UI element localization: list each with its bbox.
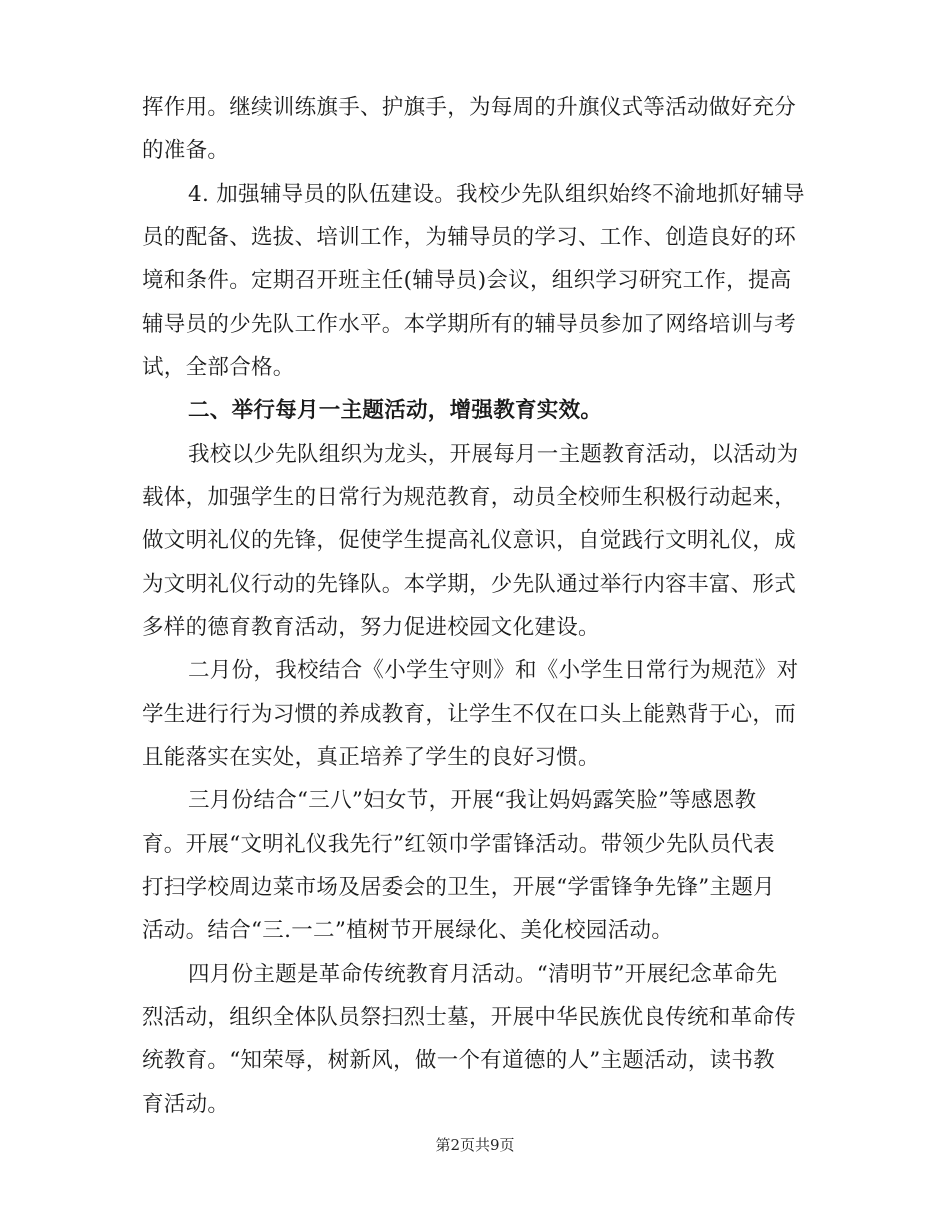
paragraph-line: 三月份结合“三八”妇女节，开展“我让妈妈露笑脸”等感恩教 xyxy=(188,788,757,813)
paragraph-line: 且能落实在实处，真正培养了学生的良好习惯。 xyxy=(142,745,600,770)
paragraph-line: 4. 加强辅导员的队伍建设。我校少先队组织始终不渝地抓好辅导 xyxy=(188,182,805,207)
paragraph-line: 统教育。“知荣辱，树新风，做一个有道德的人”主题活动，读书教 xyxy=(142,1048,775,1073)
paragraph-line: 载体，加强学生的日常行为规范教育，动员全校师生积极行动起来， xyxy=(142,485,797,510)
paragraph-line: 试，全部合格。 xyxy=(142,355,295,380)
paragraph-line: 我校以少先队组织为龙头，开展每月一主题教育活动，以活动为 xyxy=(188,442,799,467)
paragraph-line: 的准备。 xyxy=(142,138,230,163)
paragraph-line: 活动。结合“三.一二”植树节开展绿化、美化校园活动。 xyxy=(142,918,674,943)
page-number-footer: 第2页共9页 xyxy=(435,1136,515,1154)
paragraph-line: 学生进行行为习惯的养成教育，让学生不仅在口头上能熟背于心，而 xyxy=(142,702,797,727)
paragraph-line: 四月份主题是革命传统教育月活动。“清明节”开展纪念革命先 xyxy=(188,962,778,987)
paragraph-line: 员的配备、选拔、培训工作，为辅导员的学习、工作、创造良好的环 xyxy=(142,225,797,250)
paragraph-line: 育。开展“文明礼仪我先行”红领巾学雷锋活动。带领少先队员代表 xyxy=(142,832,775,857)
paragraph-line: 挥作用。继续训练旗手、护旗手，为每周的升旗仪式等活动做好充分 xyxy=(142,95,797,120)
paragraph-line: 育活动。 xyxy=(142,1092,230,1117)
paragraph-line: 打扫学校周边菜市场及居委会的卫生，开展“学雷锋争先锋”主题月 xyxy=(142,875,775,900)
paragraph-line: 做文明礼仪的先锋，促使学生提高礼仪意识，自觉践行文明礼仪，成 xyxy=(142,528,797,553)
paragraph-line: 辅导员的少先队工作水平。本学期所有的辅导员参加了网络培训与考 xyxy=(142,312,797,337)
paragraph-line: 烈活动，组织全体队员祭扫烈士墓，开展中华民族优良传统和革命传 xyxy=(142,1005,797,1030)
paragraph-line: 为文明礼仪行动的先锋队。本学期，少先队通过举行内容丰富、形式 xyxy=(142,572,797,597)
paragraph-line: 多样的德育教育活动，努力促进校园文化建设。 xyxy=(142,615,600,640)
paragraph-line: 二月份，我校结合《小学生守则》和《小学生日常行为规范》对 xyxy=(188,658,799,683)
paragraph-line: 境和条件。定期召开班主任(辅导员)会议，组织学习研究工作，提高 xyxy=(142,268,792,293)
section-heading: 二、举行每月一主题活动，增强教育实效。 xyxy=(188,398,603,423)
